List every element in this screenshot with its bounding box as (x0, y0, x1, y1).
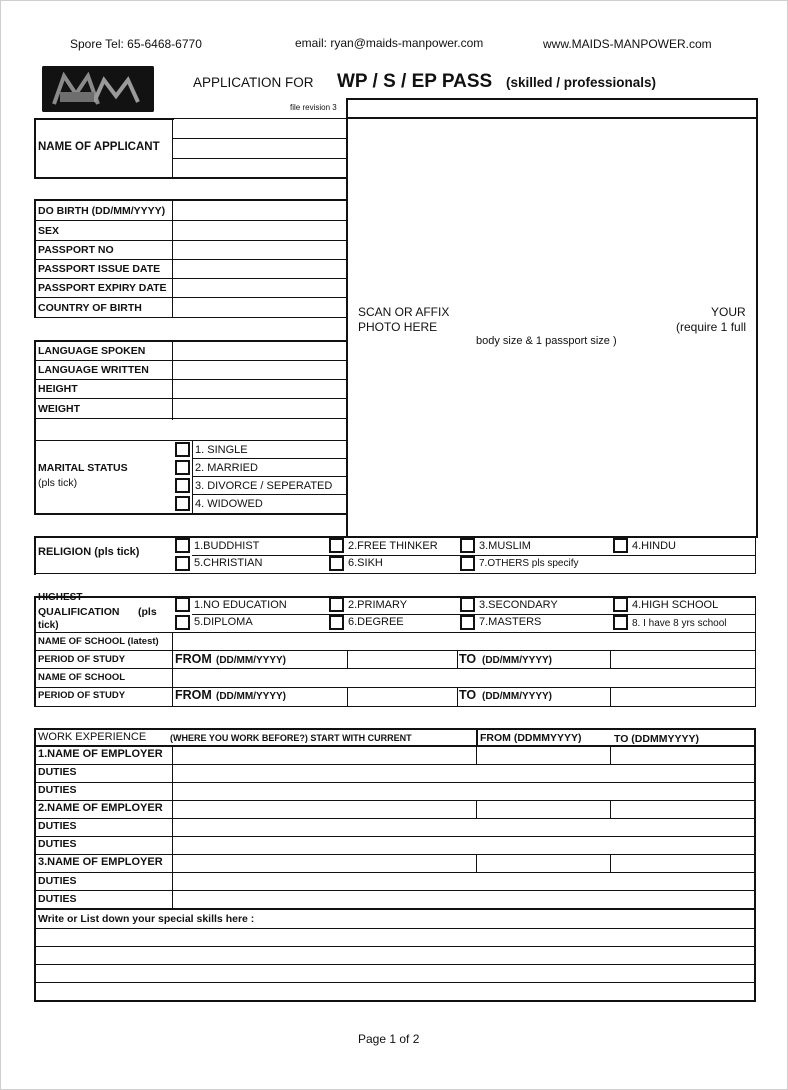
country-of-birth-field[interactable] (173, 298, 346, 316)
employer-1-field[interactable] (173, 746, 475, 763)
duties-2a-label: DUTIES (38, 820, 77, 832)
religion-freethinker-checkbox[interactable] (329, 538, 344, 553)
religion-option-christian: 5.CHRISTIAN (194, 557, 263, 569)
marital-single-checkbox[interactable] (175, 442, 190, 457)
passport-no-field[interactable] (173, 241, 346, 258)
qualification-label-3: tick) (38, 620, 59, 631)
qual-option-8yrs: 8. I have 8 yrs school (632, 618, 727, 629)
duties-1b-label: DUTIES (38, 784, 77, 796)
height-field[interactable] (173, 380, 346, 397)
period-of-study-label-1: PERIOD OF STUDY (38, 654, 126, 665)
page-number: Page 1 of 2 (358, 1032, 420, 1046)
passport-expiry-field[interactable] (173, 279, 346, 296)
employer-3-field[interactable] (173, 855, 475, 872)
qualification-label-2: QUALIFICATION (38, 606, 120, 618)
weight-field[interactable] (173, 399, 346, 417)
work-experience-label: WORK EXPERIENCE (38, 731, 147, 743)
photo-text-1: SCAN OR AFFIX (358, 305, 450, 319)
sex-label: SEX (38, 225, 60, 237)
qualification-label-pls: (pls (138, 606, 157, 618)
title-prefix: APPLICATION FOR (193, 75, 314, 90)
religion-christian-checkbox[interactable] (175, 556, 190, 571)
dob-field[interactable] (173, 201, 346, 219)
religion-option-sikh: 6.SIKH (348, 557, 383, 569)
school-field[interactable] (173, 669, 755, 686)
qual-option-secondary: 3.SECONDARY (479, 599, 558, 611)
qual-8yrs-checkbox[interactable] (613, 615, 628, 630)
header-website: www.MAIDS-MANPOWER.com (543, 37, 712, 51)
marital-option-single: 1. SINGLE (195, 444, 248, 456)
period1-to-label: TO (459, 652, 477, 666)
height-label: HEIGHT (38, 383, 78, 395)
school-label: NAME OF SCHOOL (38, 672, 126, 683)
passport-issue-field[interactable] (173, 260, 346, 277)
photo-text-your: YOUR (711, 305, 746, 319)
file-revision: file revision 3 (290, 103, 337, 112)
qual-option-degree: 6.DEGREE (348, 616, 404, 628)
name-field[interactable] (173, 119, 346, 176)
name-of-applicant-label: NAME OF APPLICANT (38, 141, 160, 153)
qual-degree-checkbox[interactable] (329, 615, 344, 630)
passport-expiry-label: PASSPORT EXPIRY DATE (38, 282, 167, 294)
religion-option-others: 7.OTHERS pls specify (479, 558, 579, 569)
qual-diploma-checkbox[interactable] (175, 615, 190, 630)
religion-option-buddhist: 1.BUDDHIST (194, 540, 260, 552)
qual-option-high-school: 4.HIGH SCHOOL (632, 599, 719, 611)
marital-option-divorce: 3. DIVORCE / SEPERATED (195, 480, 333, 492)
qual-option-masters: 7.MASTERS (479, 616, 542, 628)
religion-option-hindu: 4.HINDU (632, 540, 677, 552)
language-spoken-field[interactable] (173, 341, 346, 359)
qual-secondary-checkbox[interactable] (460, 597, 475, 612)
special-skills-label: Write or List down your special skills here : (38, 913, 255, 925)
qual-no-education-checkbox[interactable] (175, 597, 190, 612)
photo-text-2: PHOTO HERE (358, 320, 438, 334)
work-experience-note: (WHERE YOU WORK BEFORE?) START WITH CURRENT (170, 733, 412, 743)
marital-status-sub: (pls tick) (38, 477, 78, 489)
language-written-field[interactable] (173, 361, 346, 378)
period2-from-label: FROM (175, 688, 212, 702)
religion-hindu-checkbox[interactable] (613, 538, 628, 553)
duties-3a-label: DUTIES (38, 875, 77, 887)
passport-issue-label: PASSPORT ISSUE DATE (38, 263, 161, 275)
period1-from-format: (DD/MM/YYYY) (216, 655, 286, 666)
religion-buddhist-checkbox[interactable] (175, 538, 190, 553)
employer-2-label: 2.NAME OF EMPLOYER (38, 802, 163, 814)
header-email: email: ryan@maids-manpower.com (295, 36, 484, 50)
language-written-label: LANGUAGE WRITTEN (38, 364, 149, 376)
marital-widowed-checkbox[interactable] (175, 496, 190, 511)
title-suffix: (skilled / professionals) (506, 75, 657, 90)
title-main: WP / S / EP PASS (337, 71, 493, 92)
qual-primary-checkbox[interactable] (329, 597, 344, 612)
employer-3-label: 3.NAME OF EMPLOYER (38, 856, 163, 868)
passport-no-label: PASSPORT NO (38, 244, 114, 256)
company-logo (42, 66, 154, 112)
marital-married-checkbox[interactable] (175, 460, 190, 475)
dob-label: DO BIRTH (DD/MM/YYYY) (38, 205, 166, 217)
period2-from-format: (DD/MM/YYYY) (216, 691, 286, 702)
language-spoken-label: LANGUAGE SPOKEN (38, 345, 146, 357)
photo-text-body: body size & 1 passport size ) (476, 335, 617, 347)
sex-field[interactable] (173, 221, 346, 239)
duties-1a-label: DUTIES (38, 766, 77, 778)
marital-status-label: MARITAL STATUS (38, 462, 128, 474)
religion-others-checkbox[interactable] (460, 556, 475, 571)
work-to-header: TO (DDMMYYYY) (614, 733, 699, 745)
marital-divorce-checkbox[interactable] (175, 478, 190, 493)
duties-2b-label: DUTIES (38, 838, 77, 850)
photo-text-require: (require 1 full (676, 320, 747, 334)
work-from-header: FROM (DDMMYYYY) (480, 732, 582, 744)
duties-3b-label: DUTIES (38, 893, 77, 905)
employer-1-label: 1.NAME OF EMPLOYER (38, 748, 163, 760)
qual-option-diploma: 5.DIPLOMA (194, 616, 253, 628)
special-skills-field[interactable] (36, 929, 754, 999)
religion-option-freethinker: 2.FREE THINKER (348, 540, 438, 552)
marital-option-widowed: 4. WIDOWED (195, 498, 263, 510)
header-tel: Spore Tel: 65-6468-6770 (70, 37, 202, 51)
period1-from-label: FROM (175, 652, 212, 666)
qual-option-primary: 2.PRIMARY (348, 599, 408, 611)
country-of-birth-label: COUNTRY OF BIRTH (38, 302, 142, 314)
period1-to-format: (DD/MM/YYYY) (482, 655, 552, 666)
employer-2-field[interactable] (173, 801, 475, 818)
qual-high-school-checkbox[interactable] (613, 597, 628, 612)
school-latest-field[interactable] (173, 633, 755, 650)
religion-label: RELIGION (pls tick) (38, 546, 140, 558)
religion-sikh-checkbox[interactable] (329, 556, 344, 571)
qualification-label-1: HIGHEST (38, 592, 83, 603)
qual-masters-checkbox[interactable] (460, 615, 475, 630)
marital-option-married: 2. MARRIED (195, 462, 258, 474)
period2-to-label: TO (459, 688, 477, 702)
religion-option-muslim: 3.MUSLIM (479, 540, 531, 552)
period2-to-format: (DD/MM/YYYY) (482, 691, 552, 702)
qual-option-no-education: 1.NO EDUCATION (194, 599, 287, 611)
religion-muslim-checkbox[interactable] (460, 538, 475, 553)
period-of-study-label-2: PERIOD OF STUDY (38, 690, 126, 701)
school-latest-label: NAME OF SCHOOL (latest) (38, 636, 159, 647)
weight-label: WEIGHT (38, 403, 80, 415)
